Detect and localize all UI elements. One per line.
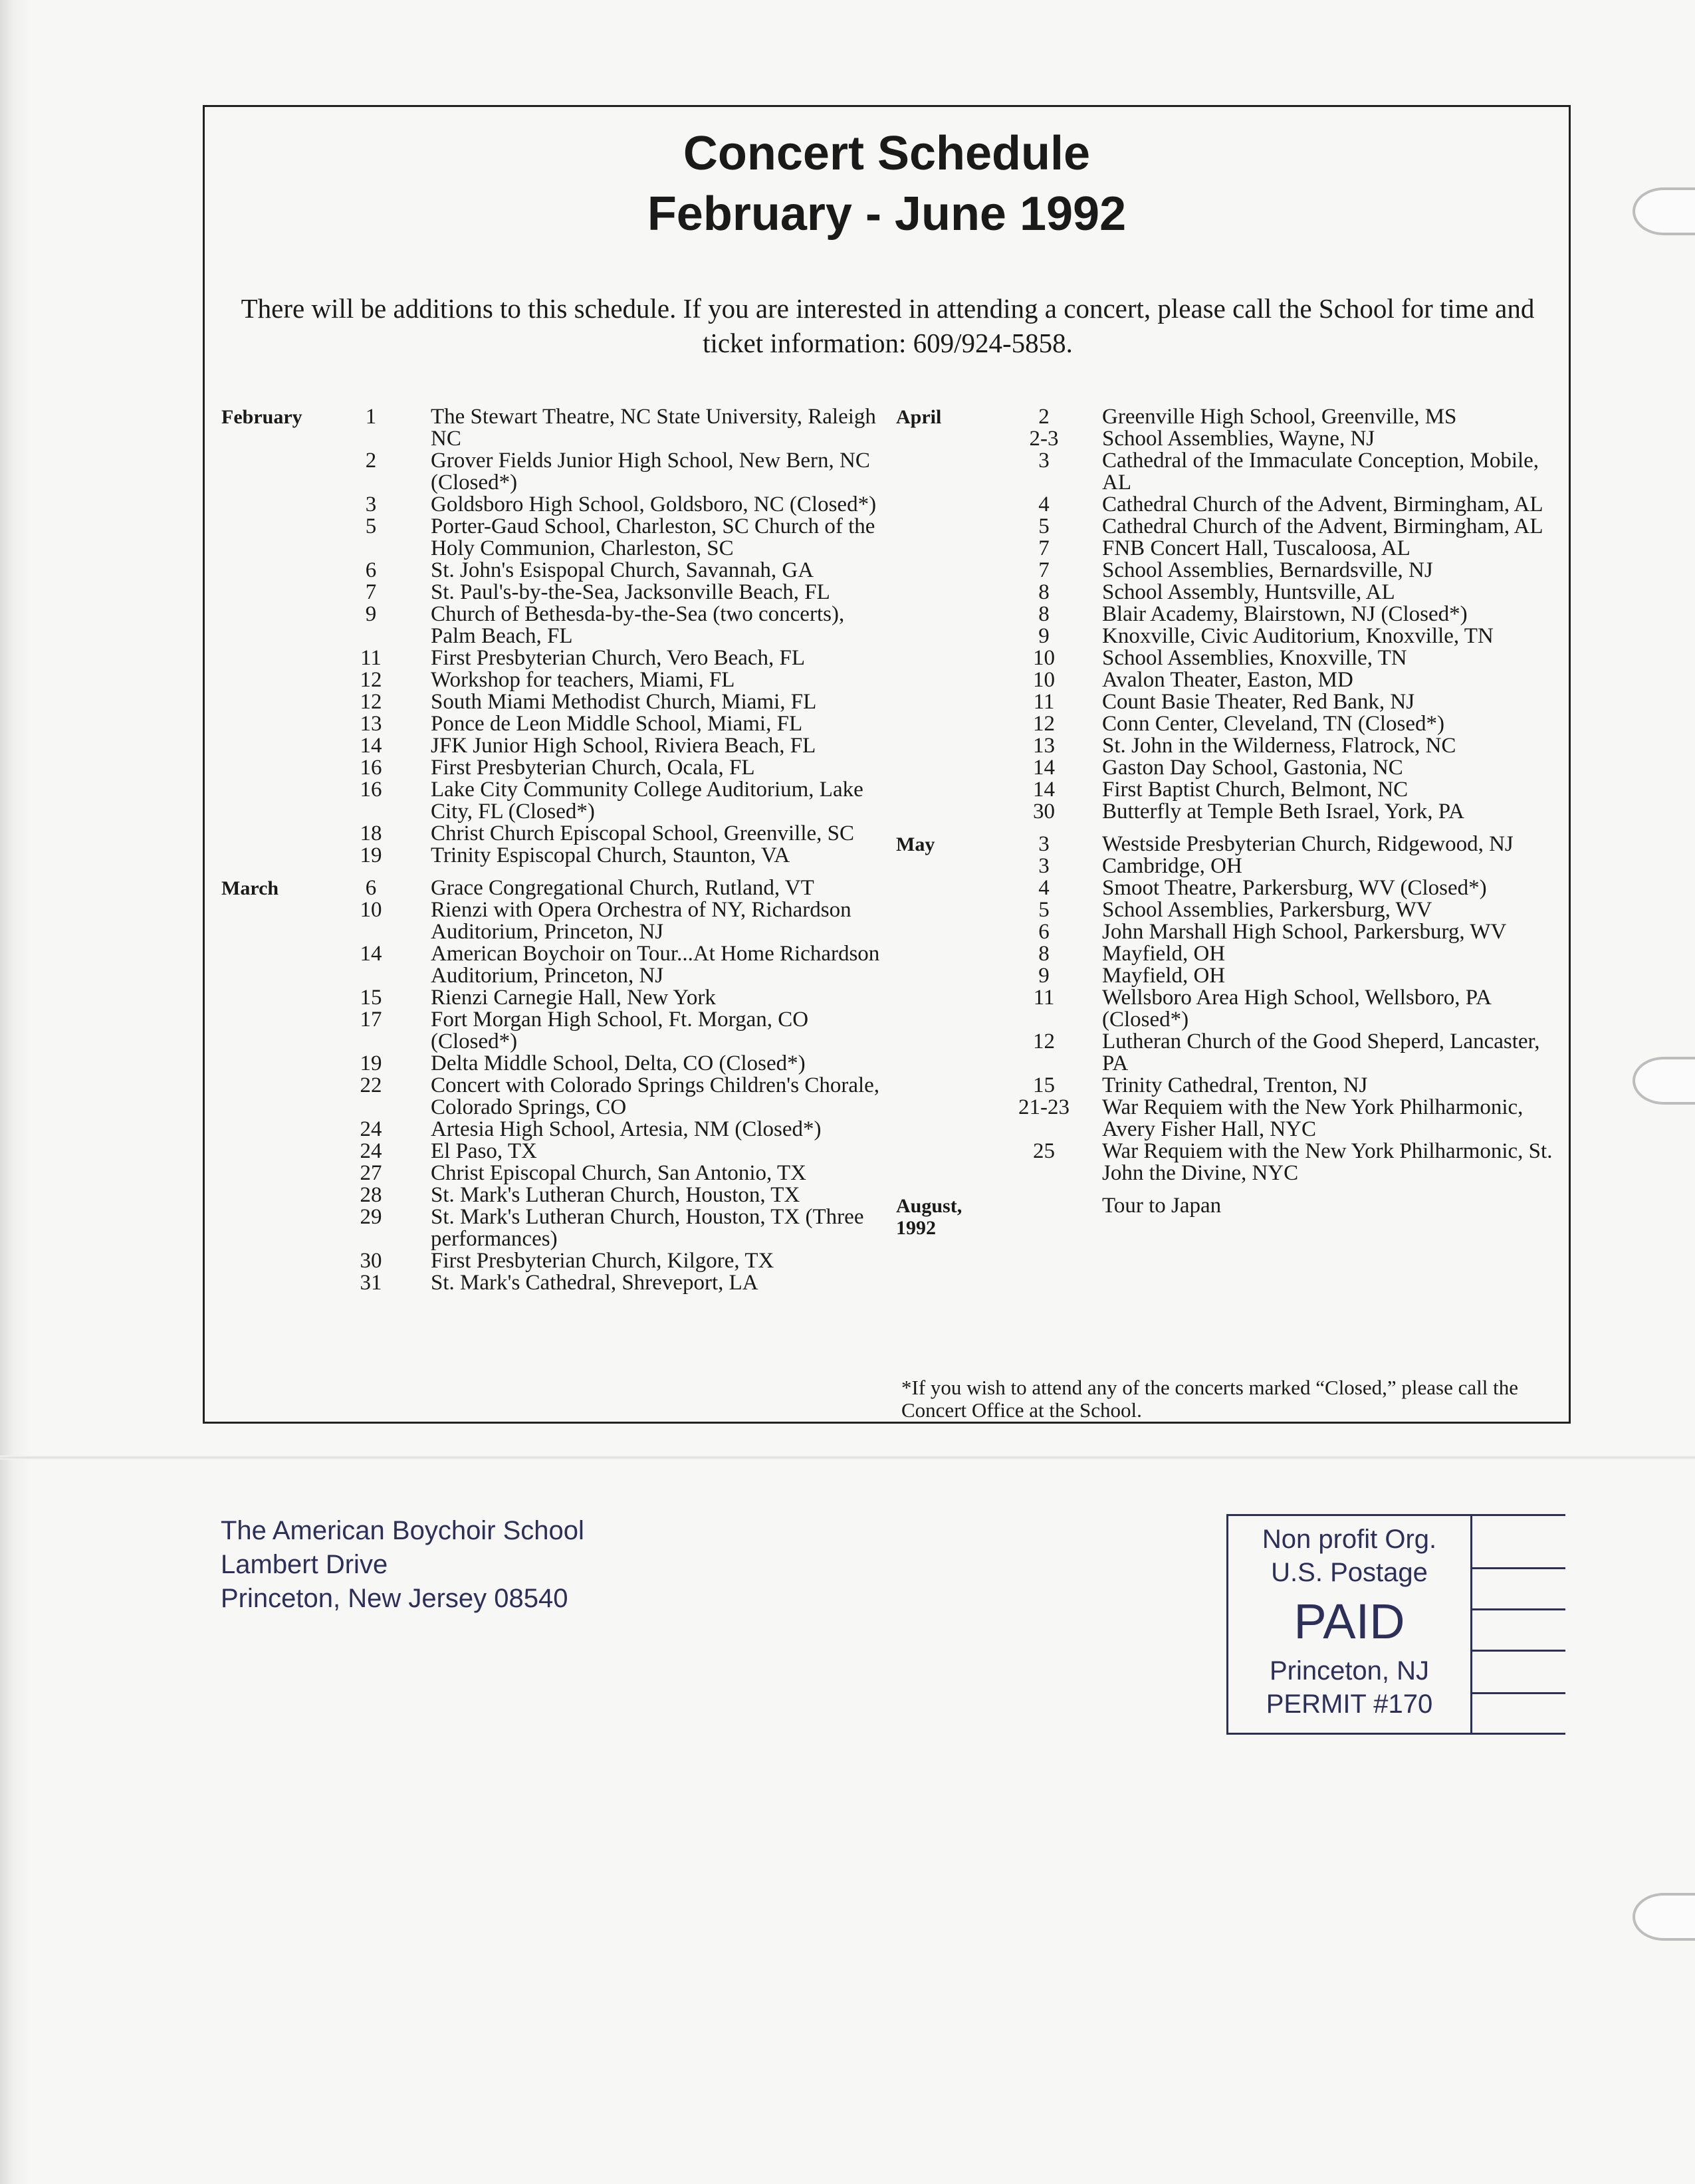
entry-venue: Rienzi with Opera Orchestra of NY, Richardson Auditorium, Princeton, NJ (431, 898, 851, 944)
month-label (896, 538, 986, 560)
month-label (221, 1119, 321, 1141)
schedule-entry (896, 965, 1561, 987)
permit-rule (1472, 1608, 1565, 1610)
month-label (221, 1184, 321, 1206)
month-label (896, 691, 986, 713)
entry-day: 19 (360, 843, 382, 867)
schedule-entry (221, 823, 886, 845)
entry-day: 12 (360, 690, 382, 714)
entry-venue: Blair Academy, Blairstown, NJ (Closed*) (1102, 602, 1468, 626)
schedule-entry (221, 943, 886, 987)
schedule-entry (896, 1075, 1561, 1097)
schedule-entry (221, 987, 886, 1009)
entry-day: 13 (1033, 734, 1055, 758)
schedule-entry (896, 779, 1561, 801)
entry-day: 3 (1038, 832, 1050, 856)
entry-venue: War Requiem with the New York Philharmonic, St. John the Divine, NYC (1102, 1139, 1553, 1185)
schedule-entry (896, 647, 1561, 669)
month-label (221, 757, 321, 779)
schedule-entry (221, 1184, 886, 1206)
entry-venue: Cambridge, OH (1102, 854, 1242, 878)
month-label: May (896, 833, 935, 855)
month-group (221, 406, 886, 867)
schedule-entry (896, 582, 1561, 603)
entry-venue: St. Paul's-by-the-Sea, Jacksonville Beach, FL (431, 580, 830, 604)
entry-venue: Fort Morgan High School, Ft. Morgan, CO (Closed*) (431, 1008, 809, 1053)
entry-day: 10 (1033, 646, 1055, 670)
permit-rule (1472, 1514, 1565, 1516)
entry-day: 8 (1038, 580, 1050, 604)
month-label (896, 428, 986, 450)
entry-venue: American Boychoir on Tour...At Home Richardson Auditorium, Princeton, NJ (431, 942, 880, 988)
month-label (221, 735, 321, 757)
month-label: March (221, 877, 279, 899)
entry-day: 18 (360, 821, 382, 845)
schedule-entry (896, 669, 1561, 691)
month-group (221, 877, 886, 1294)
entry-venue: Workshop for teachers, Miami, FL (431, 668, 735, 692)
entry-venue: School Assemblies, Parkersburg, WV (1102, 898, 1432, 922)
entry-venue: School Assemblies, Bernardsville, NJ (1102, 558, 1433, 582)
entry-venue: First Presbyterian Church, Kilgore, TX (431, 1249, 774, 1273)
entry-venue: Delta Middle School, Delta, CO (Closed*) (431, 1051, 806, 1075)
entry-venue: St. Mark's Cathedral, Shreveport, LA (431, 1271, 758, 1295)
schedule-entry (221, 494, 886, 516)
entry-venue: School Assemblies, Knoxville, TN (1102, 646, 1407, 670)
address-line-city: Princeton, New Jersey 08540 (221, 1584, 568, 1613)
entry-venue: Christ Episcopal Church, San Antonio, TX (431, 1161, 806, 1185)
schedule-entry (221, 1272, 886, 1294)
entry-day: 5 (1038, 514, 1050, 538)
entry-venue: Westside Presbyterian Church, Ridgewood, NJ (1102, 832, 1514, 856)
month-label (896, 450, 986, 494)
schedule-entry (896, 603, 1561, 625)
schedule-entry (221, 1119, 886, 1141)
month-label (221, 516, 321, 560)
month-label (896, 735, 986, 757)
schedule-entry (221, 757, 886, 779)
permit-rule (1472, 1567, 1565, 1569)
entry-day: 8 (1038, 602, 1050, 626)
month-label (896, 757, 986, 779)
entry-day: 17 (360, 1008, 382, 1032)
schedule-entry (896, 877, 1561, 899)
permit-rule (1472, 1733, 1565, 1735)
month-label (221, 1141, 321, 1162)
month-label: April (896, 406, 942, 428)
entry-venue: Wellsboro Area High School, Wellsboro, PA (Closed*) (1102, 986, 1491, 1032)
entry-day: 24 (360, 1139, 382, 1163)
entry-venue: First Presbyterian Church, Ocala, FL (431, 756, 755, 780)
entry-venue: St. John's Esispopal Church, Savannah, GA (431, 558, 814, 582)
month-label (896, 1031, 986, 1075)
month-group (896, 833, 1561, 1184)
schedule-entry (221, 1206, 886, 1250)
month-label (896, 899, 986, 921)
month-label (221, 987, 321, 1009)
entry-day: 30 (360, 1249, 382, 1273)
address-line-street: Lambert Drive (221, 1550, 388, 1579)
month-label (221, 1206, 321, 1250)
month-label (221, 1075, 321, 1119)
entry-day: 4 (1038, 492, 1050, 516)
month-label (896, 965, 986, 987)
entry-venue: Lake City Community College Auditorium, Lake City, FL (Closed*) (431, 778, 863, 823)
permit-city: Princeton, NJ (1269, 1656, 1430, 1686)
schedule-entry (896, 560, 1561, 582)
entry-venue: Ponce de Leon Middle School, Miami, FL (431, 712, 803, 736)
schedule-entry (221, 450, 886, 494)
schedule-entry (221, 1053, 886, 1075)
month-label (896, 1097, 986, 1141)
entry-day: 10 (1033, 668, 1055, 692)
month-label (896, 516, 986, 538)
entry-venue: Cathedral Church of the Advent, Birmingham, AL (1102, 514, 1543, 538)
schedule-entry (896, 516, 1561, 538)
month-label (221, 779, 321, 823)
schedule-entry (221, 691, 886, 713)
schedule-entry (896, 494, 1561, 516)
entry-venue: Greenville High School, Greenville, MS (1102, 405, 1457, 429)
month-label (221, 1272, 321, 1294)
entry-day: 27 (360, 1161, 382, 1185)
schedule-entry (221, 582, 886, 603)
entry-day: 12 (1033, 712, 1055, 736)
month-label (896, 779, 986, 801)
month-label (896, 987, 986, 1031)
paper-fold-line (0, 1456, 1695, 1460)
entry-venue: Mayfield, OH (1102, 964, 1226, 988)
entry-venue: Christ Church Episcopal School, Greenville, SC (431, 821, 855, 845)
permit-paid: PAID (1294, 1594, 1405, 1649)
closed-footnote: *If you wish to attend any of the concerts marked “Closed,” please call the Concert Office at the School. (901, 1376, 1518, 1422)
entry-day: 14 (1033, 778, 1055, 802)
month-label (221, 1053, 321, 1075)
schedule-entry (896, 1195, 1561, 1239)
schedule-entry (896, 987, 1561, 1031)
entry-venue: First Baptist Church, Belmont, NC (1102, 778, 1409, 802)
entry-day: 11 (1033, 690, 1055, 714)
entry-day: 3 (1038, 449, 1050, 473)
entry-day: 16 (360, 778, 382, 802)
schedule-entry (896, 691, 1561, 713)
entry-day: 25 (1033, 1139, 1055, 1163)
month-label (221, 823, 321, 845)
entry-venue: Goldsboro High School, Goldsboro, NC (Closed*) (431, 492, 877, 516)
entry-day: 14 (1033, 756, 1055, 780)
schedule-entry (896, 943, 1561, 965)
entry-venue: Grover Fields Junior High School, New Bern, NC (Closed*) (431, 449, 870, 494)
schedule-entry (896, 757, 1561, 779)
schedule-entry (221, 779, 886, 823)
entry-day: 13 (360, 712, 382, 736)
entry-venue: Smoot Theatre, Parkersburg, WV (Closed*) (1102, 876, 1487, 900)
month-label (896, 647, 986, 669)
entry-venue: Tour to Japan (1102, 1194, 1222, 1218)
schedule-entry (221, 1162, 886, 1184)
entry-venue: John Marshall High School, Parkersburg, WV (1102, 920, 1507, 944)
entry-venue: Butterfly at Temple Beth Israel, York, PA (1102, 800, 1464, 823)
month-label (221, 494, 321, 516)
month-label (896, 921, 986, 943)
permit-rule (1472, 1692, 1565, 1694)
month-group (896, 1195, 1561, 1239)
punch-hole-bottom (1633, 1893, 1695, 1941)
entry-venue: Concert with Colorado Springs Children's Chorale, Colorado Springs, CO (431, 1073, 880, 1119)
schedule-entry (221, 516, 886, 560)
schedule-entry (896, 625, 1561, 647)
entry-venue: Church of Bethesda-by-the-Sea (two concerts), Palm Beach, FL (431, 602, 845, 648)
month-label (221, 669, 321, 691)
entry-day: 16 (360, 756, 382, 780)
entry-day: 7 (365, 580, 377, 604)
month-label: February (221, 406, 302, 428)
month-label (896, 1075, 986, 1097)
entry-venue: First Presbyterian Church, Vero Beach, FL (431, 646, 806, 670)
permit-rule (1472, 1650, 1565, 1652)
entry-day: 10 (360, 898, 382, 922)
address-line-name: The American Boychoir School (221, 1516, 584, 1545)
punch-hole-top (1633, 187, 1695, 235)
month-label (896, 855, 986, 877)
month-label (896, 625, 986, 647)
entry-day: 2-3 (1029, 427, 1059, 451)
entry-day: 24 (360, 1117, 382, 1141)
entry-venue: Cathedral of the Immaculate Conception, Mobile, AL (1102, 449, 1539, 494)
entry-venue: School Assemblies, Wayne, NJ (1102, 427, 1375, 451)
entry-day: 31 (360, 1271, 382, 1295)
entry-day: 15 (1033, 1073, 1055, 1097)
month-label (221, 450, 321, 494)
month-label (221, 943, 321, 987)
entry-venue: Trinity Espiscopal Church, Staunton, VA (431, 843, 790, 867)
entry-venue: Trinity Cathedral, Trenton, NJ (1102, 1073, 1368, 1097)
entry-day: 21-23 (1018, 1095, 1070, 1119)
schedule-entry (896, 406, 1561, 428)
month-label (221, 691, 321, 713)
schedule-entry (221, 1250, 886, 1272)
entry-day: 2 (1038, 405, 1050, 429)
entry-venue: El Paso, TX (431, 1139, 537, 1163)
return-address (221, 1514, 584, 1616)
month-label (221, 647, 321, 669)
schedule-entry (896, 855, 1561, 877)
schedule-entry (896, 1031, 1561, 1075)
entry-day: 19 (360, 1051, 382, 1075)
entry-venue: Count Basie Theater, Red Bank, NJ (1102, 690, 1415, 714)
schedule-entry (896, 921, 1561, 943)
entry-venue: Porter-Gaud School, Charleston, SC Church of the Holy Communion, Charleston, SC (431, 514, 875, 560)
month-label (221, 560, 321, 582)
entry-venue: St. John in the Wilderness, Flatrock, NC (1102, 734, 1456, 758)
entry-day: 7 (1038, 558, 1050, 582)
entry-day: 11 (1033, 986, 1055, 1010)
entry-venue: FNB Concert Hall, Tuscaloosa, AL (1102, 536, 1411, 560)
schedule-entry (221, 735, 886, 757)
schedule-entry (221, 406, 886, 450)
month-label (896, 1141, 986, 1184)
schedule-entry (896, 833, 1561, 855)
month-label (221, 845, 321, 867)
entry-venue: St. Mark's Lutheran Church, Houston, TX (Three performances) (431, 1205, 864, 1251)
schedule-entry (221, 713, 886, 735)
month-label (221, 1162, 321, 1184)
schedule-entry (896, 428, 1561, 450)
entry-day: 6 (1038, 920, 1050, 944)
month-group (896, 406, 1561, 823)
month-label (221, 1009, 321, 1053)
schedule-entry (221, 877, 886, 899)
entry-venue: St. Mark's Lutheran Church, Houston, TX (431, 1183, 800, 1207)
schedule-left-column (221, 406, 886, 1294)
schedule-entry (896, 1141, 1561, 1184)
schedule-entry (896, 801, 1561, 823)
entry-day: 2 (365, 449, 377, 473)
month-label (896, 494, 986, 516)
schedule-frame (203, 105, 1571, 1424)
schedule-entry (221, 647, 886, 669)
punch-hole-middle (1633, 1057, 1695, 1105)
postage-permit (1226, 1514, 1565, 1735)
page-title: Concert Schedule (683, 127, 1091, 180)
month-label (896, 560, 986, 582)
permit-number: PERMIT #170 (1266, 1690, 1433, 1719)
entry-day: 8 (1038, 942, 1050, 966)
entry-day: 3 (365, 492, 377, 516)
month-label (221, 899, 321, 943)
entry-day: 5 (1038, 898, 1050, 922)
entry-venue: War Requiem with the New York Philharmonic, Avery Fisher Hall, NYC (1102, 1095, 1524, 1141)
entry-venue: Knoxville, Civic Auditorium, Knoxville, TN (1102, 624, 1494, 648)
schedule-entry (221, 1141, 886, 1162)
entry-day: 14 (360, 734, 382, 758)
schedule-entry (896, 450, 1561, 494)
month-label (896, 603, 986, 625)
entry-day: 3 (1038, 854, 1050, 878)
month-label: August, 1992 (896, 1195, 962, 1239)
entry-day: 9 (1038, 964, 1050, 988)
month-label (896, 713, 986, 735)
entry-day: 9 (365, 602, 377, 626)
permit-org: Non profit Org. (1262, 1525, 1437, 1554)
entry-venue: Mayfield, OH (1102, 942, 1226, 966)
entry-day: 12 (1033, 1030, 1055, 1053)
entry-day: 5 (365, 514, 377, 538)
schedule-entry (896, 538, 1561, 560)
schedule-entry (896, 899, 1561, 921)
paper-fold-shadow (0, 0, 31, 2184)
permit-postage: U.S. Postage (1271, 1558, 1428, 1587)
entry-venue: Avalon Theater, Easton, MD (1102, 668, 1353, 692)
entry-day (986, 1195, 1102, 1239)
schedule-entry (221, 845, 886, 867)
month-label (221, 1250, 321, 1272)
entry-day: 22 (360, 1073, 382, 1097)
schedule-entry (221, 899, 886, 943)
entry-venue: Artesia High School, Artesia, NM (Closed*) (431, 1117, 822, 1141)
entry-day: 15 (360, 986, 382, 1010)
entry-venue: Conn Center, Cleveland, TN (Closed*) (1102, 712, 1444, 736)
schedule-entry (221, 1075, 886, 1119)
entry-day: 28 (360, 1183, 382, 1207)
intro-text: There will be additions to this schedule. If you are interested in attending a concert, please call the School for time and ticket information: 609/924-5858. (241, 293, 1535, 358)
month-label (896, 877, 986, 899)
schedule-entry (896, 1097, 1561, 1141)
month-label (221, 582, 321, 603)
schedule-entry (896, 735, 1561, 757)
entry-day: 9 (1038, 624, 1050, 648)
entry-venue: Gaston Day School, Gastonia, NC (1102, 756, 1403, 780)
entry-day: 14 (360, 942, 382, 966)
entry-venue: Cathedral Church of the Advent, Birmingham, AL (1102, 492, 1543, 516)
entry-day: 1 (365, 405, 377, 429)
entry-day: 4 (1038, 876, 1050, 900)
schedule-entry (221, 669, 886, 691)
schedule-entry (221, 603, 886, 647)
entry-day: 30 (1033, 800, 1055, 823)
schedule-entry (896, 713, 1561, 735)
month-label (896, 669, 986, 691)
entry-venue: South Miami Methodist Church, Miami, FL (431, 690, 817, 714)
entry-venue: Lutheran Church of the Good Sheperd, Lancaster, PA (1102, 1030, 1540, 1075)
entry-venue: The Stewart Theatre, NC State University, Raleigh NC (431, 405, 876, 451)
schedule-entry (221, 560, 886, 582)
entry-day: 6 (365, 876, 377, 900)
month-label (896, 943, 986, 965)
entry-day: 29 (360, 1205, 382, 1229)
schedule-entry (221, 1009, 886, 1053)
entry-venue: School Assembly, Huntsville, AL (1102, 580, 1395, 604)
month-label (896, 582, 986, 603)
month-label (896, 801, 986, 823)
month-label (221, 713, 321, 735)
schedule-right-column (896, 406, 1561, 1239)
month-label (221, 603, 321, 647)
entry-venue: Grace Congregational Church, Rutland, VT (431, 876, 814, 900)
page-subtitle: February - June 1992 (647, 187, 1127, 241)
entry-day: 6 (365, 558, 377, 582)
entry-venue: JFK Junior High School, Riviera Beach, FL (431, 734, 816, 758)
entry-day: 12 (360, 668, 382, 692)
entry-venue: Rienzi Carnegie Hall, New York (431, 986, 716, 1010)
permit-box (1226, 1514, 1472, 1735)
entry-day: 11 (360, 646, 382, 670)
entry-day: 7 (1038, 536, 1050, 560)
